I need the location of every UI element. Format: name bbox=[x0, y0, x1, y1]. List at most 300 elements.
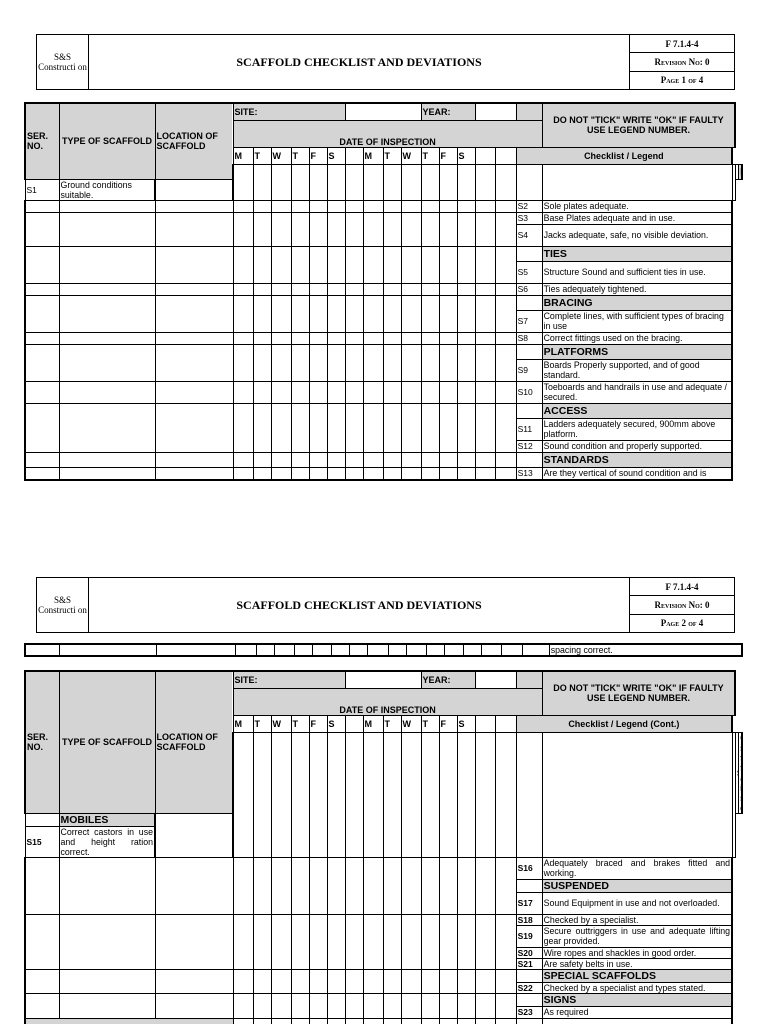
location-cell[interactable] bbox=[155, 969, 233, 993]
tick-cell[interactable] bbox=[309, 164, 327, 200]
signoff-cell[interactable] bbox=[457, 1018, 475, 1024]
signoff-cell[interactable] bbox=[253, 1018, 271, 1024]
location-cell[interactable] bbox=[155, 914, 233, 969]
tick-cell[interactable] bbox=[345, 914, 363, 969]
tick-cell[interactable] bbox=[495, 857, 516, 914]
tick-cell[interactable] bbox=[327, 295, 345, 332]
tick-cell[interactable] bbox=[327, 344, 345, 381]
tick-cell[interactable] bbox=[363, 200, 383, 212]
tick-cell[interactable] bbox=[291, 452, 309, 467]
tick-cell[interactable] bbox=[401, 381, 421, 403]
tick-cell[interactable] bbox=[291, 969, 309, 993]
tick-cell[interactable] bbox=[495, 200, 516, 212]
tick-cell[interactable] bbox=[439, 452, 457, 467]
tick-cell[interactable] bbox=[383, 283, 401, 295]
tick-cell[interactable] bbox=[495, 283, 516, 295]
tick-cell[interactable] bbox=[495, 295, 516, 332]
tick-cell[interactable] bbox=[309, 969, 327, 993]
tick-cell[interactable] bbox=[439, 246, 457, 283]
tick-cell[interactable] bbox=[253, 914, 271, 969]
tick-cell[interactable] bbox=[295, 644, 313, 656]
tick-cell[interactable] bbox=[253, 212, 271, 246]
tick-cell[interactable] bbox=[271, 403, 291, 452]
tick-cell[interactable] bbox=[495, 164, 516, 200]
signoff-cell[interactable] bbox=[401, 1018, 421, 1024]
tick-cell[interactable] bbox=[233, 246, 253, 283]
tick-cell[interactable] bbox=[421, 200, 439, 212]
tick-cell[interactable] bbox=[475, 914, 495, 969]
tick-cell[interactable] bbox=[253, 332, 271, 344]
tick-cell[interactable] bbox=[401, 993, 421, 1018]
tick-cell[interactable] bbox=[309, 283, 327, 295]
tick-cell[interactable] bbox=[495, 332, 516, 344]
signoff-cell[interactable] bbox=[383, 1018, 401, 1024]
tick-cell[interactable] bbox=[256, 644, 274, 656]
tick-cell[interactable] bbox=[401, 164, 421, 200]
tick-cell[interactable] bbox=[327, 452, 345, 467]
type-cell[interactable] bbox=[59, 344, 155, 381]
tick-cell[interactable] bbox=[309, 381, 327, 403]
type-cell[interactable] bbox=[59, 969, 155, 993]
tick-cell[interactable] bbox=[363, 283, 383, 295]
tick-cell[interactable] bbox=[331, 644, 349, 656]
tick-cell[interactable] bbox=[345, 732, 363, 857]
tick-cell[interactable] bbox=[421, 283, 439, 295]
tick-cell[interactable] bbox=[345, 246, 363, 283]
tick-cell[interactable] bbox=[309, 200, 327, 212]
tick-cell[interactable] bbox=[313, 644, 331, 656]
tick-cell[interactable] bbox=[291, 381, 309, 403]
signoff-cell[interactable] bbox=[233, 1018, 253, 1024]
tick-cell[interactable] bbox=[421, 993, 439, 1018]
tick-cell[interactable] bbox=[309, 857, 327, 914]
tick-cell[interactable] bbox=[363, 732, 383, 857]
tick-cell[interactable] bbox=[383, 246, 401, 283]
location-cell[interactable] bbox=[155, 993, 233, 1018]
tick-cell[interactable] bbox=[233, 452, 253, 467]
location-cell[interactable] bbox=[155, 332, 233, 344]
type-cell[interactable] bbox=[59, 403, 155, 452]
tick-cell[interactable] bbox=[475, 993, 495, 1018]
tick-cell[interactable] bbox=[457, 467, 475, 480]
tick-cell[interactable] bbox=[457, 295, 475, 332]
tick-cell[interactable] bbox=[363, 381, 383, 403]
tick-cell[interactable] bbox=[383, 200, 401, 212]
tick-cell[interactable] bbox=[291, 212, 309, 246]
data-cell[interactable] bbox=[59, 644, 156, 656]
ser-no-cell[interactable] bbox=[25, 403, 59, 452]
tick-cell[interactable] bbox=[233, 283, 253, 295]
tick-cell[interactable] bbox=[291, 403, 309, 452]
tick-cell[interactable] bbox=[383, 993, 401, 1018]
tick-cell[interactable] bbox=[457, 246, 475, 283]
tick-cell[interactable] bbox=[383, 212, 401, 246]
type-cell[interactable] bbox=[59, 295, 155, 332]
tick-cell[interactable] bbox=[475, 332, 495, 344]
tick-cell[interactable] bbox=[475, 969, 495, 993]
signoff-cell[interactable] bbox=[345, 1018, 363, 1024]
ser-no-cell[interactable] bbox=[25, 283, 59, 295]
tick-cell[interactable] bbox=[345, 344, 363, 381]
tick-cell[interactable] bbox=[439, 993, 457, 1018]
tick-cell[interactable] bbox=[383, 452, 401, 467]
ser-no-cell[interactable] bbox=[233, 164, 253, 200]
tick-cell[interactable] bbox=[327, 200, 345, 212]
tick-cell[interactable] bbox=[383, 914, 401, 969]
location-cell[interactable] bbox=[155, 200, 233, 212]
tick-cell[interactable] bbox=[274, 644, 294, 656]
tick-cell[interactable] bbox=[439, 403, 457, 452]
tick-cell[interactable] bbox=[475, 452, 495, 467]
location-cell[interactable] bbox=[155, 857, 233, 914]
tick-cell[interactable] bbox=[421, 332, 439, 344]
signoff-cell[interactable] bbox=[495, 1018, 516, 1024]
tick-cell[interactable] bbox=[309, 452, 327, 467]
tick-cell[interactable] bbox=[309, 212, 327, 246]
location-cell[interactable] bbox=[155, 403, 233, 452]
type-cell[interactable] bbox=[59, 381, 155, 403]
tick-cell[interactable] bbox=[327, 403, 345, 452]
signoff-cell[interactable] bbox=[327, 1018, 345, 1024]
tick-cell[interactable] bbox=[233, 914, 253, 969]
tick-cell[interactable] bbox=[439, 344, 457, 381]
tick-cell[interactable] bbox=[253, 857, 271, 914]
tick-cell[interactable] bbox=[291, 246, 309, 283]
tick-cell[interactable] bbox=[457, 452, 475, 467]
tick-cell[interactable] bbox=[495, 344, 516, 381]
tick-cell[interactable] bbox=[383, 732, 401, 857]
tick-cell[interactable] bbox=[495, 993, 516, 1018]
tick-cell[interactable] bbox=[327, 969, 345, 993]
tick-cell[interactable] bbox=[542, 164, 732, 200]
tick-cell[interactable] bbox=[345, 969, 363, 993]
type-cell[interactable] bbox=[59, 212, 155, 246]
signoff-cell[interactable] bbox=[271, 1018, 291, 1024]
tick-cell[interactable] bbox=[401, 344, 421, 381]
tick-cell[interactable] bbox=[253, 993, 271, 1018]
tick-cell[interactable] bbox=[345, 452, 363, 467]
tick-cell[interactable] bbox=[363, 969, 383, 993]
tick-cell[interactable] bbox=[291, 344, 309, 381]
data-cell[interactable] bbox=[157, 644, 236, 656]
tick-cell[interactable] bbox=[401, 914, 421, 969]
tick-cell[interactable] bbox=[439, 283, 457, 295]
tick-cell[interactable] bbox=[475, 467, 495, 480]
tick-cell[interactable] bbox=[495, 969, 516, 993]
tick-cell[interactable] bbox=[475, 212, 495, 246]
tick-cell[interactable] bbox=[233, 857, 253, 914]
tick-cell[interactable] bbox=[457, 283, 475, 295]
tick-cell[interactable] bbox=[502, 644, 523, 656]
tick-cell[interactable] bbox=[457, 857, 475, 914]
tick-cell[interactable] bbox=[439, 164, 457, 200]
tick-cell[interactable] bbox=[327, 914, 345, 969]
tick-cell[interactable] bbox=[475, 295, 495, 332]
tick-cell[interactable] bbox=[421, 857, 439, 914]
tick-cell[interactable] bbox=[236, 644, 256, 656]
tick-cell[interactable] bbox=[383, 164, 401, 200]
ser-no-cell[interactable] bbox=[25, 857, 59, 914]
tick-cell[interactable] bbox=[291, 295, 309, 332]
tick-cell[interactable] bbox=[383, 857, 401, 914]
tick-cell[interactable] bbox=[523, 644, 549, 656]
tick-cell[interactable] bbox=[309, 914, 327, 969]
tick-cell[interactable] bbox=[253, 344, 271, 381]
tick-cell[interactable] bbox=[383, 332, 401, 344]
tick-cell[interactable] bbox=[401, 212, 421, 246]
tick-cell[interactable] bbox=[271, 914, 291, 969]
tick-cell[interactable] bbox=[253, 403, 271, 452]
tick-cell[interactable] bbox=[233, 993, 253, 1018]
tick-cell[interactable] bbox=[457, 403, 475, 452]
tick-cell[interactable] bbox=[291, 993, 309, 1018]
type-cell[interactable] bbox=[59, 452, 155, 467]
tick-cell[interactable] bbox=[363, 857, 383, 914]
tick-cell[interactable] bbox=[271, 381, 291, 403]
tick-cell[interactable] bbox=[233, 403, 253, 452]
tick-cell[interactable] bbox=[495, 403, 516, 452]
tick-cell[interactable] bbox=[401, 295, 421, 332]
tick-cell[interactable] bbox=[401, 452, 421, 467]
tick-cell[interactable] bbox=[401, 969, 421, 993]
ser-no-cell[interactable] bbox=[25, 969, 59, 993]
type-cell[interactable] bbox=[59, 332, 155, 344]
site-field[interactable] bbox=[345, 671, 421, 688]
tick-cell[interactable] bbox=[457, 200, 475, 212]
tick-cell[interactable] bbox=[327, 857, 345, 914]
tick-cell[interactable] bbox=[233, 212, 253, 246]
tick-cell[interactable] bbox=[345, 381, 363, 403]
signoff-cell[interactable] bbox=[439, 1018, 457, 1024]
tick-cell[interactable] bbox=[363, 403, 383, 452]
location-cell[interactable] bbox=[155, 246, 233, 283]
type-cell[interactable] bbox=[59, 467, 155, 480]
tick-cell[interactable] bbox=[401, 332, 421, 344]
tick-cell[interactable] bbox=[421, 381, 439, 403]
tick-cell[interactable] bbox=[327, 332, 345, 344]
ser-no-cell[interactable] bbox=[25, 381, 59, 403]
tick-cell[interactable] bbox=[363, 212, 383, 246]
tick-cell[interactable] bbox=[516, 732, 542, 857]
tick-cell[interactable] bbox=[253, 283, 271, 295]
tick-cell[interactable] bbox=[383, 295, 401, 332]
tick-cell[interactable] bbox=[457, 732, 475, 857]
tick-cell[interactable] bbox=[439, 467, 457, 480]
tick-cell[interactable] bbox=[233, 969, 253, 993]
tick-cell[interactable] bbox=[345, 164, 363, 200]
tick-cell[interactable] bbox=[421, 403, 439, 452]
tick-cell[interactable] bbox=[421, 295, 439, 332]
tick-cell[interactable] bbox=[349, 644, 367, 656]
tick-cell[interactable] bbox=[233, 344, 253, 381]
tick-cell[interactable] bbox=[345, 857, 363, 914]
location-cell[interactable] bbox=[155, 452, 233, 467]
tick-cell[interactable] bbox=[475, 857, 495, 914]
ser-no-cell[interactable] bbox=[25, 212, 59, 246]
year-field[interactable] bbox=[475, 671, 516, 688]
tick-cell[interactable] bbox=[363, 295, 383, 332]
ser-no-cell[interactable] bbox=[25, 914, 59, 969]
tick-cell[interactable] bbox=[421, 344, 439, 381]
tick-cell[interactable] bbox=[439, 295, 457, 332]
tick-cell[interactable] bbox=[542, 732, 732, 857]
tick-cell[interactable] bbox=[271, 212, 291, 246]
ser-no-cell[interactable] bbox=[25, 452, 59, 467]
type-cell[interactable] bbox=[59, 857, 155, 914]
tick-cell[interactable] bbox=[421, 467, 439, 480]
tick-cell[interactable] bbox=[421, 246, 439, 283]
tick-cell[interactable] bbox=[383, 381, 401, 403]
tick-cell[interactable] bbox=[309, 403, 327, 452]
tick-cell[interactable] bbox=[475, 381, 495, 403]
tick-cell[interactable] bbox=[475, 283, 495, 295]
tick-cell[interactable] bbox=[363, 452, 383, 467]
tick-cell[interactable] bbox=[383, 467, 401, 480]
tick-cell[interactable] bbox=[327, 381, 345, 403]
tick-cell[interactable] bbox=[406, 644, 426, 656]
tick-cell[interactable] bbox=[345, 295, 363, 332]
tick-cell[interactable] bbox=[401, 246, 421, 283]
tick-cell[interactable] bbox=[401, 283, 421, 295]
tick-cell[interactable] bbox=[401, 467, 421, 480]
tick-cell[interactable] bbox=[291, 332, 309, 344]
tick-cell[interactable] bbox=[427, 644, 445, 656]
tick-cell[interactable] bbox=[421, 452, 439, 467]
tick-cell[interactable] bbox=[327, 164, 345, 200]
tick-cell[interactable] bbox=[475, 732, 495, 857]
type-cell[interactable] bbox=[59, 914, 155, 969]
tick-cell[interactable] bbox=[439, 212, 457, 246]
type-cell[interactable] bbox=[59, 993, 155, 1018]
tick-cell[interactable] bbox=[363, 993, 383, 1018]
tick-cell[interactable] bbox=[271, 452, 291, 467]
tick-cell[interactable] bbox=[495, 381, 516, 403]
tick-cell[interactable] bbox=[345, 993, 363, 1018]
location-cell[interactable] bbox=[155, 381, 233, 403]
signoff-cell[interactable] bbox=[421, 1018, 439, 1024]
tick-cell[interactable] bbox=[309, 993, 327, 1018]
tick-cell[interactable] bbox=[445, 644, 463, 656]
tick-cell[interactable] bbox=[233, 200, 253, 212]
tick-cell[interactable] bbox=[345, 212, 363, 246]
tick-cell[interactable] bbox=[291, 164, 309, 200]
tick-cell[interactable] bbox=[363, 246, 383, 283]
tick-cell[interactable] bbox=[457, 993, 475, 1018]
tick-cell[interactable] bbox=[401, 403, 421, 452]
tick-cell[interactable] bbox=[383, 969, 401, 993]
tick-cell[interactable] bbox=[495, 212, 516, 246]
location-cell[interactable] bbox=[271, 732, 291, 857]
signoff-cell[interactable] bbox=[309, 1018, 327, 1024]
tick-cell[interactable] bbox=[253, 381, 271, 403]
tick-cell[interactable] bbox=[271, 332, 291, 344]
tick-cell[interactable] bbox=[271, 857, 291, 914]
tick-cell[interactable] bbox=[345, 403, 363, 452]
tick-cell[interactable] bbox=[327, 993, 345, 1018]
ser-no-cell[interactable] bbox=[25, 467, 59, 480]
ser-no-cell[interactable] bbox=[25, 993, 59, 1018]
tick-cell[interactable] bbox=[291, 914, 309, 969]
year-field[interactable] bbox=[475, 103, 516, 120]
tick-cell[interactable] bbox=[309, 332, 327, 344]
data-cell[interactable] bbox=[25, 644, 59, 656]
tick-cell[interactable] bbox=[309, 732, 327, 857]
ser-no-cell[interactable] bbox=[25, 200, 59, 212]
tick-cell[interactable] bbox=[439, 857, 457, 914]
tick-cell[interactable] bbox=[309, 246, 327, 283]
tick-cell[interactable] bbox=[345, 200, 363, 212]
tick-cell[interactable] bbox=[383, 403, 401, 452]
location-cell[interactable] bbox=[155, 283, 233, 295]
tick-cell[interactable] bbox=[439, 381, 457, 403]
tick-cell[interactable] bbox=[271, 467, 291, 480]
tick-cell[interactable] bbox=[291, 467, 309, 480]
tick-cell[interactable] bbox=[309, 344, 327, 381]
tick-cell[interactable] bbox=[309, 295, 327, 332]
tick-cell[interactable] bbox=[233, 467, 253, 480]
tick-cell[interactable] bbox=[363, 344, 383, 381]
tick-cell[interactable] bbox=[363, 914, 383, 969]
tick-cell[interactable] bbox=[271, 344, 291, 381]
tick-cell[interactable] bbox=[457, 914, 475, 969]
tick-cell[interactable] bbox=[253, 295, 271, 332]
type-cell[interactable] bbox=[59, 246, 155, 283]
tick-cell[interactable] bbox=[327, 283, 345, 295]
tick-cell[interactable] bbox=[327, 732, 345, 857]
ser-no-cell[interactable] bbox=[25, 332, 59, 344]
tick-cell[interactable] bbox=[421, 164, 439, 200]
site-field[interactable] bbox=[345, 103, 421, 120]
tick-cell[interactable] bbox=[345, 467, 363, 480]
tick-cell[interactable] bbox=[271, 295, 291, 332]
tick-cell[interactable] bbox=[475, 200, 495, 212]
tick-cell[interactable] bbox=[475, 344, 495, 381]
tick-cell[interactable] bbox=[233, 332, 253, 344]
tick-cell[interactable] bbox=[363, 164, 383, 200]
tick-cell[interactable] bbox=[327, 246, 345, 283]
ser-no-cell[interactable] bbox=[25, 344, 59, 381]
tick-cell[interactable] bbox=[233, 381, 253, 403]
tick-cell[interactable] bbox=[421, 914, 439, 969]
tick-cell[interactable] bbox=[401, 857, 421, 914]
tick-cell[interactable] bbox=[271, 969, 291, 993]
tick-cell[interactable] bbox=[401, 200, 421, 212]
tick-cell[interactable] bbox=[457, 381, 475, 403]
location-cell[interactable] bbox=[155, 344, 233, 381]
location-cell[interactable] bbox=[155, 295, 233, 332]
tick-cell[interactable] bbox=[421, 969, 439, 993]
tick-cell[interactable] bbox=[271, 246, 291, 283]
tick-cell[interactable] bbox=[368, 644, 388, 656]
tick-cell[interactable] bbox=[271, 200, 291, 212]
tick-cell[interactable] bbox=[516, 164, 542, 200]
tick-cell[interactable] bbox=[457, 344, 475, 381]
type-cell[interactable] bbox=[253, 164, 271, 200]
tick-cell[interactable] bbox=[475, 403, 495, 452]
ser-no-cell[interactable] bbox=[25, 246, 59, 283]
tick-cell[interactable] bbox=[439, 914, 457, 969]
ser-no-cell[interactable] bbox=[25, 295, 59, 332]
tick-cell[interactable] bbox=[457, 164, 475, 200]
type-cell[interactable] bbox=[253, 732, 271, 857]
tick-cell[interactable] bbox=[457, 332, 475, 344]
tick-cell[interactable] bbox=[457, 969, 475, 993]
tick-cell[interactable] bbox=[253, 969, 271, 993]
tick-cell[interactable] bbox=[463, 644, 481, 656]
tick-cell[interactable] bbox=[383, 344, 401, 381]
tick-cell[interactable] bbox=[309, 467, 327, 480]
tick-cell[interactable] bbox=[475, 246, 495, 283]
